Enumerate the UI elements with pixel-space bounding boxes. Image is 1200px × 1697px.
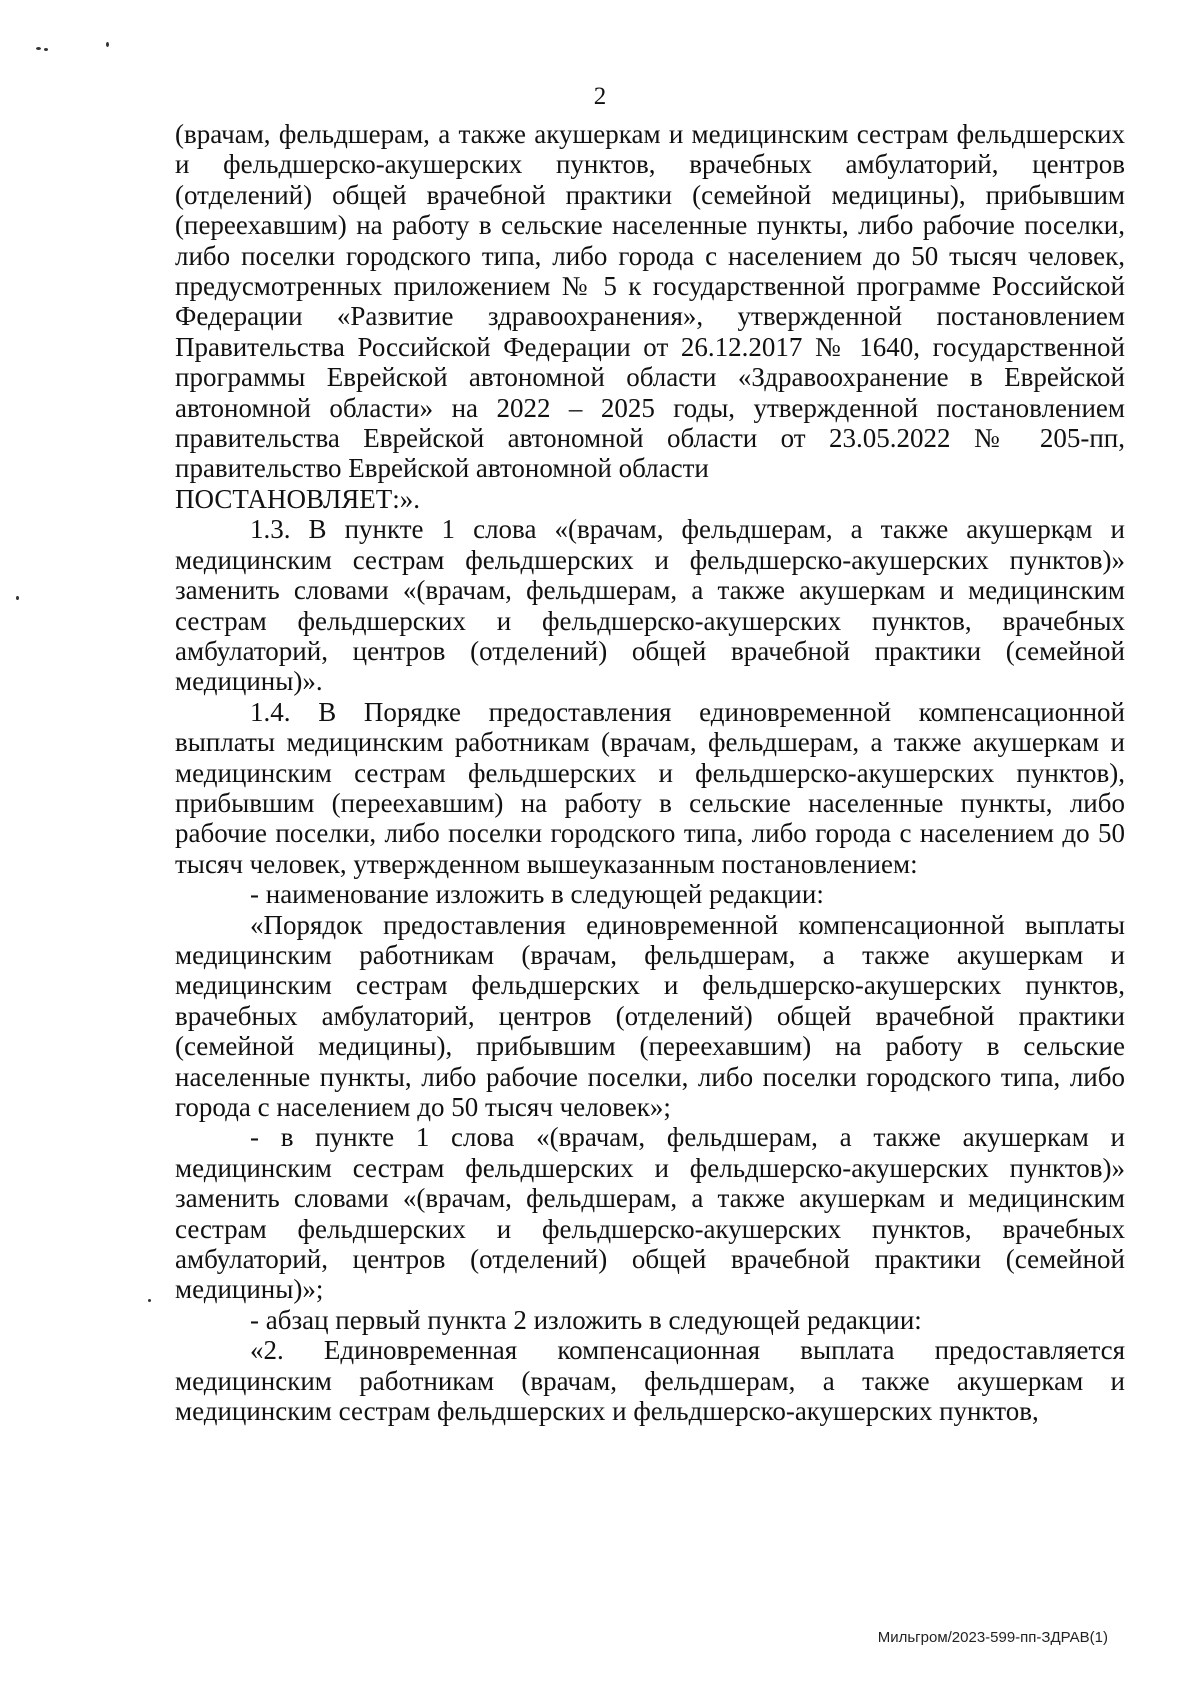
paragraph-new-name: «Порядок предоставления единовременной компенсационной выплаты медицинским работникам (врачам, фельдшерам, а также акушеркам и медицинским сестрам фельдшерских и фельдшерско-акушерских пунктов, врачебных амбулаторий, центров (отделений) общей врачебной практики (семейной медицины), прибывшим (переехавшим) на работу в сельские населенные пункты, либо рабочие поселки, либо поселки городского типа, либо города с населением до 50 тысяч человек»;: [175, 909, 1125, 1122]
paragraph-point-2-new: «2. Единовременная компенсационная выплата предоставляется медицинским работникам (врачам, фельдшерам, а также акушеркам и медицинским сестрам фельдшерских и фельдшерско-акушерских пунктов,: [175, 1335, 1125, 1427]
scan-speck: [106, 42, 109, 47]
page-number: 2: [593, 83, 607, 110]
paragraph-point-2-change: - абзац первый пункта 2 изложить в следующей редакции:: [250, 1304, 922, 1335]
document-body: [175, 119, 1125, 1426]
paragraph-item-1-4: 1.4. В Порядке предоставления единовременной компенсационной выплаты медицинским работникам (врачам, фельдшерам, а также акушеркам и медицинским сестрам фельдшерских и фельдшерско-акушерских пунктов), прибывшим (переехавшим) на работу в сельские населенные пункты, либо рабочие поселки, либо поселки городского типа, либо города с населением до 50 тысяч человек, утвержденном вышеуказанным постановлением:: [175, 696, 1125, 879]
paragraph-item-1-3: 1.3. В пункте 1 слова «(врачам, фельдшерам, а также акушеркам и медицинским сестрам фельдшерских и фельдшерско-акушерских пунктов)» заменить словами «(врачам, фельдшерам, а также акушеркам и медицинским сестрам фельдшерских и фельдшерско-акушерских пунктов, врачебных амбулаторий, центров (отделений) общей врачебной практики (семейной медицины)».: [175, 514, 1125, 697]
scan-speck: [44, 48, 48, 51]
paragraph-decree: ПОСТАНОВЛЯЕТ:».: [175, 483, 421, 514]
document-code: Мильгром/2023-599-пп-ЗДРАВ(1): [877, 1629, 1108, 1646]
paragraph-name-change: - наименование изложить в следующей редакции:: [250, 879, 824, 910]
paragraph-point-1-change: - в пункте 1 слова «(врачам, фельдшерам, а также акушеркам и медицинским сестрам фельдшерских и фельдшерско-акушерских пунктов)» заменить словами «(врачам, фельдшерам, а также акушеркам и медицинским сестрам фельдшерских и фельдшерско-акушерских пунктов, врачебных амбулаторий, центров (отделений) общей врачебной практики (семейной медицины)»;: [175, 1122, 1125, 1305]
scan-speck: [36, 47, 41, 50]
scan-speck: [16, 596, 19, 600]
scan-speck: [148, 1299, 151, 1302]
paragraph-continuation: (врачам, фельдшерам, а также акушеркам и медицинским сестрам фельдшерских и фельдшерско-акушерских пунктов, врачебных амбулаторий, центров (отделений) общей врачебной практики (семейной медицины), прибывшим (переехавшим) на работу в сельские населенные пункты, либо рабочие поселки, либо поселки городского типа, либо города с населением до 50 тысяч человек, предусмотренных приложением № 5 к государственной программе Российской Федерации «Развитие здравоохранения», утвержденной постановлением Правительства Российской Федерации от 26.12.2017 № 1640, государственной программы Еврейской автономной области «Здравоохранение в Еврейской автономной области» на 2022 – 2025 годы, утвержденной постановлением правительства Еврейской автономной области от 23.05.2022 № 205-пп, правительство Еврейской автономной области: [175, 119, 1125, 484]
